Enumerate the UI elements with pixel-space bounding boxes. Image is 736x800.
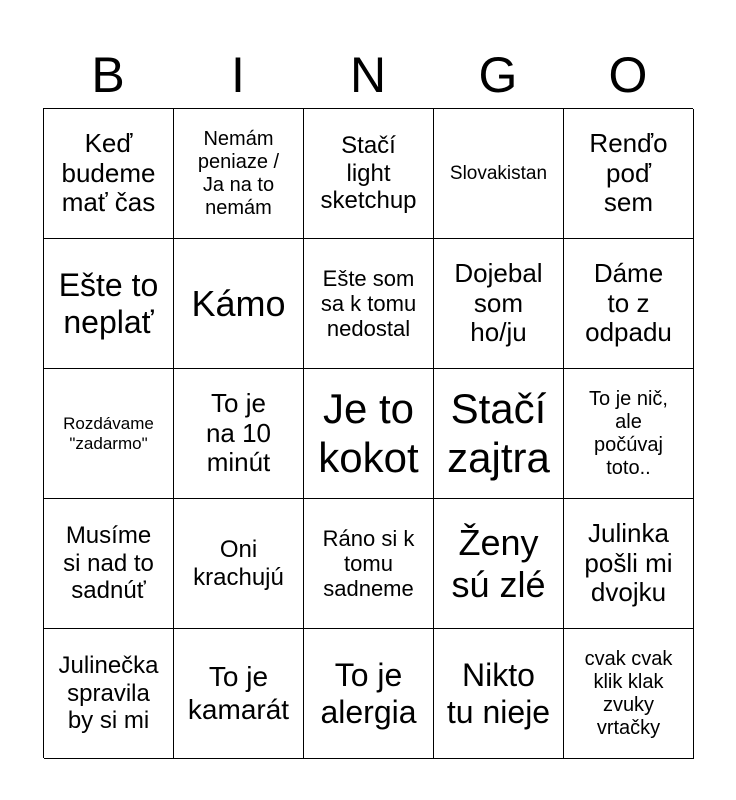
cell-text: To je nič, ale počúvaj toto.. (589, 387, 668, 479)
cell-text: Rozdávame "zadarmo" (63, 413, 154, 453)
cell-text: Kámo (191, 282, 286, 324)
cell-text: Ženy sú zlé (451, 522, 546, 605)
cell-text: Nikto tu nieje (446, 656, 551, 730)
bingo-cell[interactable] (564, 629, 694, 759)
header-letter-b: B (91, 47, 125, 103)
cell-text: Keď budeme mať čas (61, 127, 156, 218)
bingo-cell[interactable] (174, 629, 304, 759)
cell-text: cvak cvak klik klak zvuky vrtačky (584, 647, 673, 739)
header-letter-o: O (608, 47, 648, 103)
cell-text: Dojebal som ho/ju (454, 257, 543, 348)
bingo-cell[interactable] (304, 239, 434, 369)
cell-text: Ráno si k tomu sadneme (322, 525, 415, 602)
bingo-cell[interactable] (434, 369, 564, 499)
cell-text: To je na 10 minút (205, 387, 272, 478)
cell-text: To je kamarát (187, 661, 290, 725)
cell-text: Musíme si nad to sadnúť (63, 522, 154, 605)
cell-text: To je alergia (320, 656, 417, 730)
bingo-cell[interactable] (174, 109, 304, 239)
bingo-cell[interactable] (174, 239, 304, 369)
bingo-cell[interactable] (44, 499, 174, 629)
cell-text: Stačí light sketchup (320, 132, 417, 215)
cell-text: Ešte to neplať (58, 266, 159, 340)
bingo-header (43, 42, 693, 108)
cell-text: Ešte som sa k tomu nedostal (320, 265, 417, 342)
cell-text: Nemám peniaze / Ja na to nemám (197, 127, 280, 219)
cell-text: Slovakistan (449, 162, 548, 184)
bingo-cell[interactable] (434, 499, 564, 629)
cell-text: Renďo poď sem (589, 127, 668, 218)
cell-text: Julinečka spravila by si mi (58, 652, 159, 735)
bingo-cell[interactable] (174, 369, 304, 499)
bingo-grid (43, 108, 693, 758)
bingo-cell[interactable] (304, 499, 434, 629)
bingo-cell[interactable] (434, 109, 564, 239)
cell-text: Dáme to z odpadu (585, 257, 672, 348)
header-letter-g: G (478, 47, 518, 103)
cell-text: Je to kokot (318, 385, 419, 481)
cell-text: Oni krachujú (193, 535, 284, 591)
bingo-cell[interactable] (564, 499, 694, 629)
cell-text: Stačí zajtra (447, 385, 550, 481)
bingo-cell[interactable] (304, 629, 434, 759)
bingo-cell[interactable] (44, 109, 174, 239)
bingo-cell[interactable] (304, 109, 434, 239)
bingo-cell[interactable] (304, 369, 434, 499)
header-letter-i: I (231, 47, 245, 103)
bingo-cell[interactable] (564, 369, 694, 499)
bingo-cell[interactable] (434, 629, 564, 759)
bingo-cell[interactable] (44, 239, 174, 369)
bingo-cell[interactable] (434, 239, 564, 369)
bingo-cell[interactable] (174, 499, 304, 629)
bingo-cell[interactable] (564, 239, 694, 369)
cell-text: Julinka pošli mi dvojku (584, 517, 673, 608)
bingo-cell[interactable] (44, 629, 174, 759)
bingo-cell[interactable] (564, 109, 694, 239)
header-letter-n: N (349, 47, 387, 103)
bingo-cell[interactable] (44, 369, 174, 499)
